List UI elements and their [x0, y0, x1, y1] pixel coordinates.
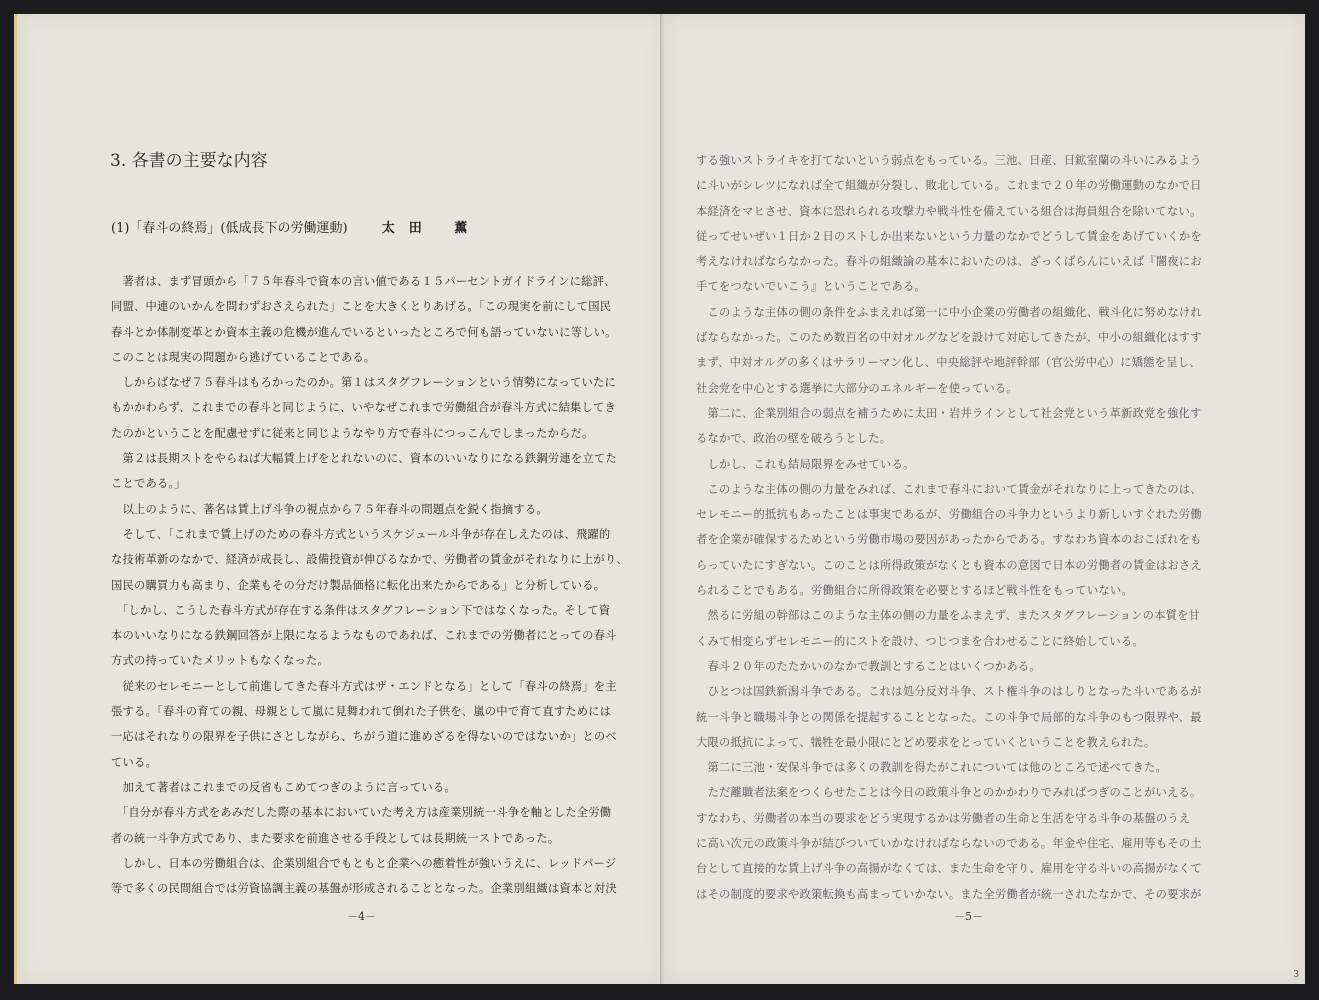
text-line: ことである。」: [111, 477, 186, 491]
text-line: 考えなければならなかった。春斗の組織論の基本においたのは、ざっくばらんにいえば『闇夜にお: [696, 255, 1202, 269]
text-line: らっていたにすぎない。このことは所得政策がなくとも資本の意図で日本の労働者の賃金はおさえ: [696, 558, 1202, 572]
text-line: 方式の持っていたメリットもなくなった。: [111, 654, 329, 668]
text-line: 者の統一斗争方式であり、また要求を前進させる手段としては長期統一ストであった。: [111, 831, 560, 845]
page-number-right: －5－: [954, 910, 983, 923]
right-body-text: [696, 148, 1236, 907]
text-line: 一応はそれなりの限界を子供にさとしながら、ちがう道に進めざるを得ないのではないか」とのべ: [111, 730, 617, 744]
text-line: 第二に三池・安保斗争では多くの教訓を得たがこれについては他のところで述べてきた。: [696, 761, 1168, 775]
text-line: な技術革新のなかで、経済が成長し、設備投資が伸びるなかで、労働者の賃金がそれなりに上がり、: [111, 553, 628, 567]
text-line: 従来のセレモニーとして前進してきた春斗方式はザ・エンドとなる」として「春斗の終焉」を主: [111, 679, 617, 693]
text-line: 以上のように、著名は賃上げ斗争の視点から７５年春斗の問題点を鋭く指摘する。: [111, 502, 548, 516]
text-line: 等で多くの民間組合では労資協調主義の基盤が形成されることとなった。企業別組織は資本と対決: [111, 882, 617, 896]
text-line: 同盟、中連のいかんを問わずおさえられた」ことを大きくとりあげる。「この現実を前にして国民: [111, 300, 612, 314]
text-line: 春斗２０年のたたかいのなかで教訓とすることはいくつかある。: [696, 659, 1041, 673]
text-line: もかかわらず、これまでの春斗と同じように、いやなぜこれまで労働組合が春斗方式に結集してき: [111, 401, 616, 415]
book-subtitle-row: [111, 217, 481, 236]
text-line: 者を企業が確保するためという労働市場の要因があったからである。すなわち資本のおこぼれをも: [696, 533, 1202, 547]
text-line: セレモニー的抵抗もあったことは事実であるが、労働組合の斗争力というより新しいすぐれた労働: [696, 508, 1202, 522]
text-line: このような主体の側の力量をみれば、これまで春斗において賃金がそれなりに上ってきたのは、: [696, 482, 1202, 496]
text-line: 国民の購買力も高まり、企業もその分だけ製品価格に転化出来たからである」と分析している。: [111, 578, 606, 592]
text-line: すなわち、労働者の本当の要求をどう実現するかは労働者の生命と生活を守る斗争の基盤のうえ: [696, 811, 1191, 825]
text-line: 第２は長期ストをやらねば大幅賃上げをとれないのに、資本のいいなりになる鉄鋼労連を立てた: [111, 452, 617, 466]
text-line: 春斗とか体制変革とか資本主義の危機が進んでいるといったところで何も語っていないに等しい。: [111, 325, 617, 339]
left-body-text: [111, 269, 641, 901]
text-line: 従ってせいぜい１日か２日のストしか出来ないという力量のなかでどうして賃金をあげていくかを: [696, 229, 1202, 243]
text-line: 然るに労組の幹部はこのような主体の側の力量をふまえず、またスタグフレーションの本質を甘: [696, 609, 1201, 623]
text-line: ばならなかった。このため数百名の中対オルグなどを設けて対応してきたが、中小の組織化はすす: [696, 331, 1202, 345]
text-line: ひとつは国鉄新潟斗争である。これは処分反対斗争、スト権斗争のはしりとなった斗いであるが: [696, 685, 1202, 699]
text-line: 「自分が春斗方式をあみだした際の基本においていた考え方は産業別統一斗争を軸とした全労働: [111, 806, 612, 820]
text-line: くみて相変らずセレモニー的にストを設け、つじつまを合わせることに終始している。: [696, 634, 1144, 648]
section-title: 3. 各書の主要な内容: [110, 151, 268, 171]
text-line: そして、「これまで賃上げのための春斗方式というスケジュール斗争が存在しえたのは、飛躍的: [111, 527, 611, 541]
text-line: たのかということを配慮せずに従来と同じようなやり方で春斗につっこんでしまったからだ。: [111, 426, 594, 440]
text-line: るなかで、政治の壁を破ろうとした。: [696, 432, 892, 446]
text-line: まず、中対オルグの多くはサラリーマン化し、中央総評や地評幹部（官公労中心）に矯態を呈し、: [696, 356, 1201, 370]
text-line: 加えて著者はこれまでの反省もこめてつぎのように言っている。: [111, 780, 456, 794]
text-line: 本経済をマヒさせ、資本に恐れられる攻撃力や戦斗性を備えている組合は海員組合を除いてない。: [696, 204, 1202, 218]
book-title: (1)「春斗の終焉」(低成長下の労働運動): [111, 221, 348, 236]
text-line: に高い次元の政策斗争が結びついていかなければならないのである。年金や住宅、雇用等もその土: [696, 837, 1202, 851]
text-line: ている。: [111, 755, 157, 769]
book-author: 太田 薫: [381, 221, 482, 236]
text-line: しからばなぜ７５春斗はもろかったのか。第１はスタグフレーションという情勢になっていたに: [111, 376, 616, 390]
text-line: 大限の抵抗によって、犠牲を最小限にとどめ要求をとっていくということを教えられた。: [696, 735, 1156, 749]
left-page: [14, 14, 665, 984]
text-line: しかし、これも結局限界をみせている。: [696, 457, 915, 471]
text-line: する強いストライキを打てないという弱点をもっている。三池、日産、日鉱室蘭の斗いにみるよう: [696, 154, 1202, 167]
text-line: 統一斗争と職場斗争との関係を提起することとなった。この斗争で局部的な斗争のもつ限界や、最: [696, 710, 1202, 724]
text-line: られることでもある。労働組合に所得政策を必要とするほど戦斗性をもっていない。: [696, 584, 1133, 598]
text-line: このような主体の側の条件をふまえれば第一に中小企業の労働者の組織化、戦斗化に努めなけれ: [696, 305, 1202, 319]
text-line: 著者は、まず冒頭から「７５年春斗で資本の言い値である１５パーセントガイドラインに総評、: [111, 275, 616, 288]
text-line: 手てをつないでいこう』ということである。: [696, 280, 926, 294]
text-line: ただ離職者法案をつくらせたことは今日の政策斗争とのかかわりでみればつぎのことがいえる。: [696, 786, 1202, 800]
text-line: 「しかし、こうした春斗方式が存在する条件はスタグフレーション下ではなくなった。そして資: [111, 603, 611, 617]
text-line: 本のいいなりになる鉄鋼回答が上限になるようなものであれば、これまでの労働者にとっての春斗: [111, 629, 617, 643]
text-line: 台として直接的な賃上げ斗争の高揚がなくては、また生命を守り、雇用を守る斗いの高揚がなくて: [696, 862, 1202, 876]
text-line: 張する。「春斗の育ての親、母親として嵐に見舞われて倒れた子供を、嵐の中で育て直すためには: [111, 705, 612, 719]
text-line: しかし、日本の労働組合は、企業別組合でもともと企業への癒着性が強いうえに、レッドパージ: [111, 856, 617, 870]
page-number-left: －4－: [347, 910, 376, 923]
text-line: 社会党を中心とする選挙に大部分のエネルギーを使っている。: [696, 381, 1018, 395]
text-line: 第二に、企業別組合の弱点を補うために太田・岩井ラインとして社会党という革新政党を強化す: [696, 406, 1202, 420]
text-line: に斗いがシレツになれば全て組織が分裂し、敗北している。これまで２０年の労働運動のなかで日: [696, 179, 1202, 193]
text-line: このことは現実の問題から逃げていることである。: [111, 350, 376, 364]
right-page: [664, 14, 1305, 984]
corner-mark: 3: [1293, 970, 1299, 980]
text-line: はその制度的要求や政策転換も高まっていかない。また全労働者が統一されたなかで、その要求が: [696, 887, 1202, 901]
